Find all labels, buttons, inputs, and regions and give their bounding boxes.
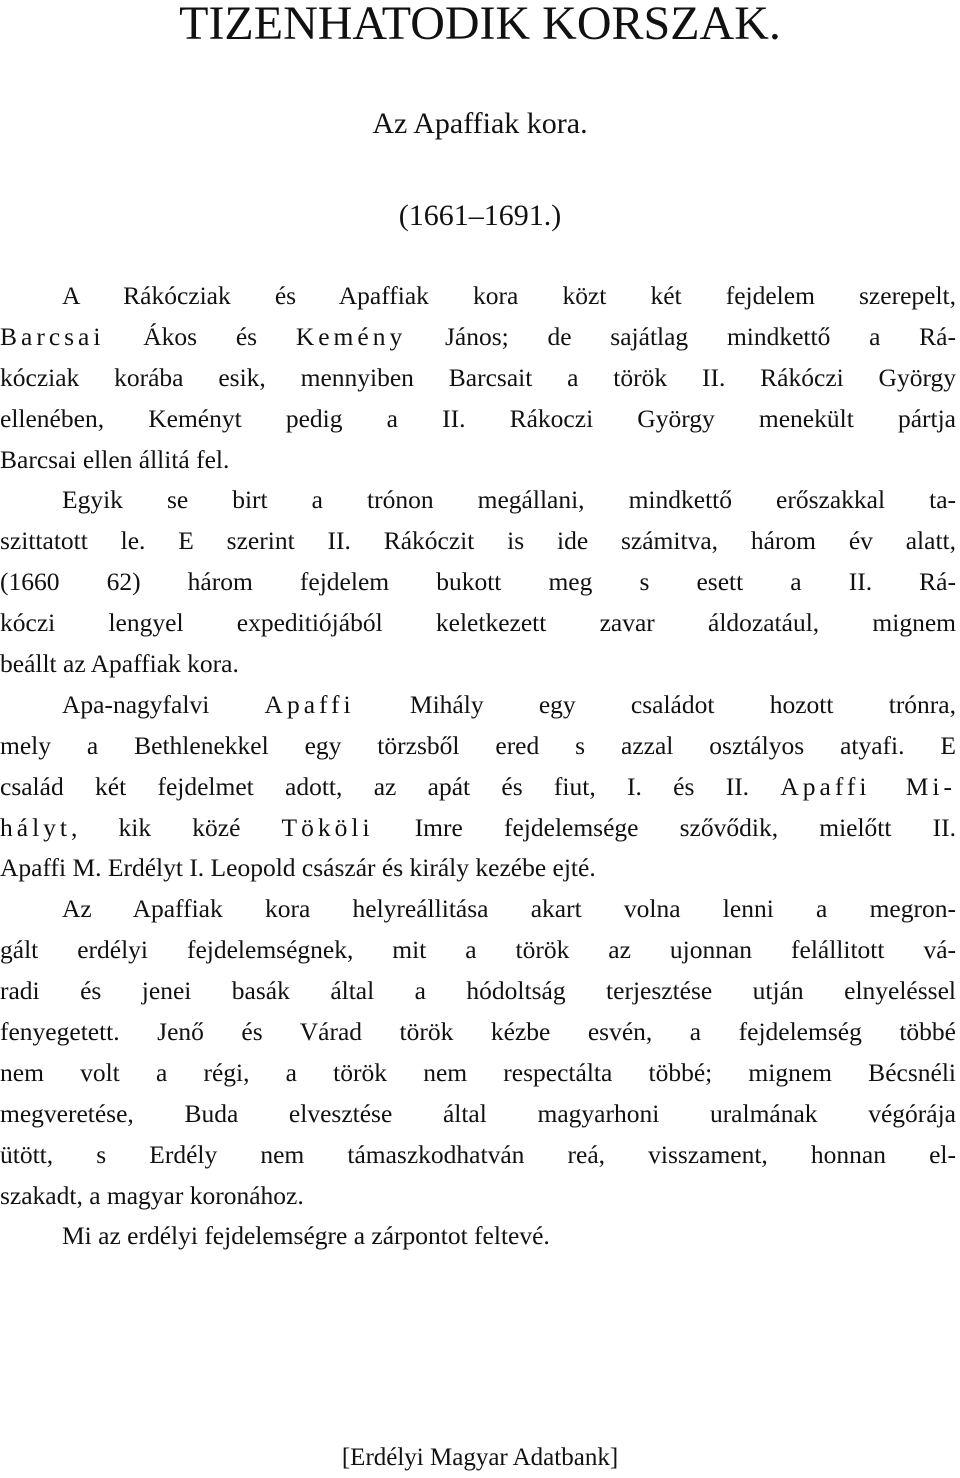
text-line (0, 1216, 956, 1257)
text-line (0, 971, 956, 1012)
text-line (0, 480, 956, 521)
text-run: mely a Bethlenekkel egy törzsből ered s azzal osztályos atyafi. E (0, 730, 956, 760)
year-range: (1661–1691.) (398, 199, 562, 232)
text-line (0, 440, 956, 481)
text-run: gált erdélyi fejdelemségnek, mit a török az ujonnan felállitott vá- (0, 935, 956, 965)
text-run: szittatott le. E szerint II. Rákóczit is ide számitva, három év alatt, (0, 526, 956, 556)
text-run: Barcsai ellen állitá fel. (0, 444, 230, 474)
text-run: család két fejdelmet adott, az apát és fiut, I. és II. (0, 771, 781, 801)
text-line (0, 399, 956, 440)
text-run: Apa-nagyfalvi (62, 689, 265, 719)
text-line (0, 276, 956, 317)
text-line (0, 644, 956, 685)
text-run: ellenében, Keményt pedig a II. Rákoczi György menekült pártja (0, 403, 956, 433)
text-line (0, 889, 956, 930)
text-run: beállt az Apaffiak kora. (0, 649, 239, 679)
text-line (0, 1135, 956, 1176)
text-line (0, 1094, 956, 1135)
text-run: Mi az erdélyi fejdelemségre a zárpontot feltevé. (62, 1221, 550, 1251)
text-run: fenyegetett. Jenő és Várad török kézbe esvén, a fejdelemség többé (0, 1017, 956, 1047)
text-line (0, 1053, 956, 1094)
page-subtitle: Az Apaffiak kora. (372, 107, 588, 140)
text-run: Ákos és (104, 321, 296, 351)
text-line (0, 358, 956, 399)
text-run: A Rákócziak és Apaffiak kora közt két fejdelem szerepelt, (62, 281, 956, 310)
text-run: radi és jenei basák által a hódoltság terjesztése utján elnyeléssel (0, 976, 956, 1006)
text-run: kóczi lengyel expeditiójából keletkezett zavar áldozatául, mignem (0, 608, 956, 638)
text-run: nem volt a régi, a török nem respectálta többé; mignem Bécsnéli (0, 1057, 956, 1087)
text-line (0, 848, 956, 889)
spaced-name: Kemény (295, 321, 407, 351)
text-line (0, 726, 956, 767)
spaced-name: Apaffi (264, 689, 355, 719)
text-line (0, 808, 956, 849)
text-run: Imre fejdelemsége szővődik, mielőtt II. (373, 812, 956, 842)
text-line (0, 603, 956, 644)
text-run: ütött, s Erdély nem támaszkodhatván reá, visszament, honnan el- (0, 1139, 956, 1169)
text-line (0, 1012, 956, 1053)
text-run: János; de sajátlag mindkettő a Rá- (406, 321, 956, 351)
text-line (0, 930, 956, 971)
spaced-name: Tököli (281, 812, 374, 842)
text-run: , kik közé (71, 812, 282, 842)
body-text (0, 276, 956, 1257)
text-line (0, 317, 956, 358)
text-run: Az Apaffiak kora helyreállitása akart volna lenni a megron- (62, 894, 956, 924)
text-run: Apaffi M. Erdélyt I. Leopold császár és király kezébe ejté. (0, 853, 596, 883)
text-line (0, 1176, 956, 1217)
text-run: kócziak korába esik, mennyiben Barcsait a török II. Rákóczi György (0, 362, 956, 392)
text-run: szakadt, a magyar koronához. (0, 1180, 304, 1210)
text-line (0, 521, 956, 562)
spaced-name: Barcsai (0, 321, 105, 351)
text-run: megveretése, Buda elvesztése által magyarhoni uralmának végórája (0, 1098, 956, 1128)
page-title: TIZENHATODIK KORSZAK. (179, 0, 781, 50)
text-line (0, 562, 956, 603)
text-line (0, 685, 956, 726)
spaced-name: hályt (0, 812, 71, 842)
spaced-name: Apaffi Mi- (780, 771, 956, 801)
text-line (0, 767, 956, 808)
text-run: Egyik se birt a trónon megállani, mindkettő erőszakkal ta- (62, 485, 956, 515)
text-run: Mihály egy családot hozott trónra, (354, 689, 956, 719)
footer-source: [Erdélyi Magyar Adatbank] (341, 1444, 619, 1471)
text-run: (1660 62) három fejdelem bukott meg s esett a II. Rá- (0, 567, 956, 597)
